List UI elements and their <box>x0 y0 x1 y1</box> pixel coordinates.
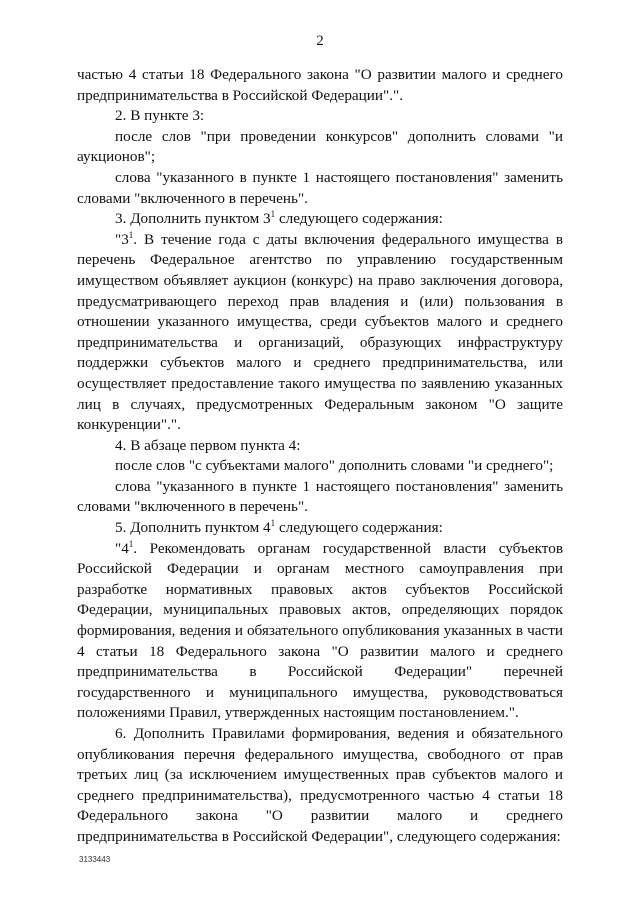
paragraph-point-4-1 <box>77 539 563 724</box>
paragraph-continuation: частью 4 статьи 18 Федерального закона "О развитии малого и среднего предпринимательства в Российской Федерации".". <box>77 66 563 104</box>
paragraph-point-4-1-before: "4 <box>115 539 129 557</box>
paragraph-item-6: 6. Дополнить Правилами формирования, ведения и обязательного опубликования перечня федерального имущества, свободного от прав третьих лиц (за исключением имущественных прав субъектов малого и среднего предпринимательства), предусмотренного частью 4 статьи 18 Федерального закона "О развитии малого и среднего предпринимательства в Российской Федерации", следующего содержания: <box>77 725 563 845</box>
superscript: 1 <box>270 518 276 529</box>
page-number: 2 <box>316 33 324 49</box>
paragraph-item-3-after: следующего содержания: <box>275 210 443 228</box>
paragraph-item-5-after: следующего содержания: <box>275 519 443 537</box>
paragraph-point-3-1-after: . В течение года с даты включения федерального имущества в перечень Федеральное агентство по управлению государственным имуществом объявляет аукцион (конкурс) на право заключения договора, предусматривающего переход прав владения и (или) пользования в отношении указанного имущества, среди субъектов малого и среднего предпринимательства и организаций, образующих инфраструктуру поддержки субъектов малого и среднего предпринимательства, или осуществляет предоставление такого имущества по заявлению указанных лиц в случаях, предусмотренных Федеральным законом "О защите конкуренции".". <box>77 230 563 434</box>
document-body <box>77 65 563 848</box>
superscript: 1 <box>128 229 134 240</box>
paragraph-item-2-b: слова "указанного в пункте 1 настоящего постановления" заменить словами "включенного в перечень". <box>77 168 563 207</box>
paragraph-item-4-a: после слов "с субъектами малого" дополнить словами "и среднего"; <box>115 457 554 475</box>
superscript: 1 <box>270 209 276 220</box>
paragraph-point-3-1 <box>77 230 563 436</box>
paragraph-item-2: 2. В пункте 3: <box>115 107 205 125</box>
paragraph-item-4-b: слова "указанного в пункте 1 настоящего постановления" заменить словами "включенного в перечень". <box>77 477 563 516</box>
paragraph-item-2-a: после слов "при проведении конкурсов" дополнить словами "и аукционов"; <box>77 127 563 166</box>
document-code: 3133443 <box>79 855 111 864</box>
superscript: 1 <box>128 538 134 549</box>
paragraph-item-4: 4. В абзаце первом пункта 4: <box>115 436 301 454</box>
paragraph-item-3-before: 3. Дополнить пунктом 3 <box>115 210 271 228</box>
paragraph-item-3 <box>77 209 563 230</box>
paragraph-item-5 <box>77 518 563 539</box>
paragraph-item-5-before: 5. Дополнить пунктом 4 <box>115 519 271 537</box>
paragraph-point-3-1-before: "3 <box>115 230 129 248</box>
paragraph-point-4-1-after: . Рекомендовать органам государственной власти субъектов Российской Федерации и органам местного самоуправления при разработке нормативных правовых актов субъектов Российской Федерации, муниципальных правовых актов, определяющих порядок формирования, ведения и обязательного опубликования указанных в части 4 статьи 18 Федерального закона "О развитии малого и среднего предпринимательства в Российской Федерации" перечней государственного и муниципального имущества, руководствоваться положениями Правил, утвержденных настоящим постановлением.". <box>77 539 563 722</box>
